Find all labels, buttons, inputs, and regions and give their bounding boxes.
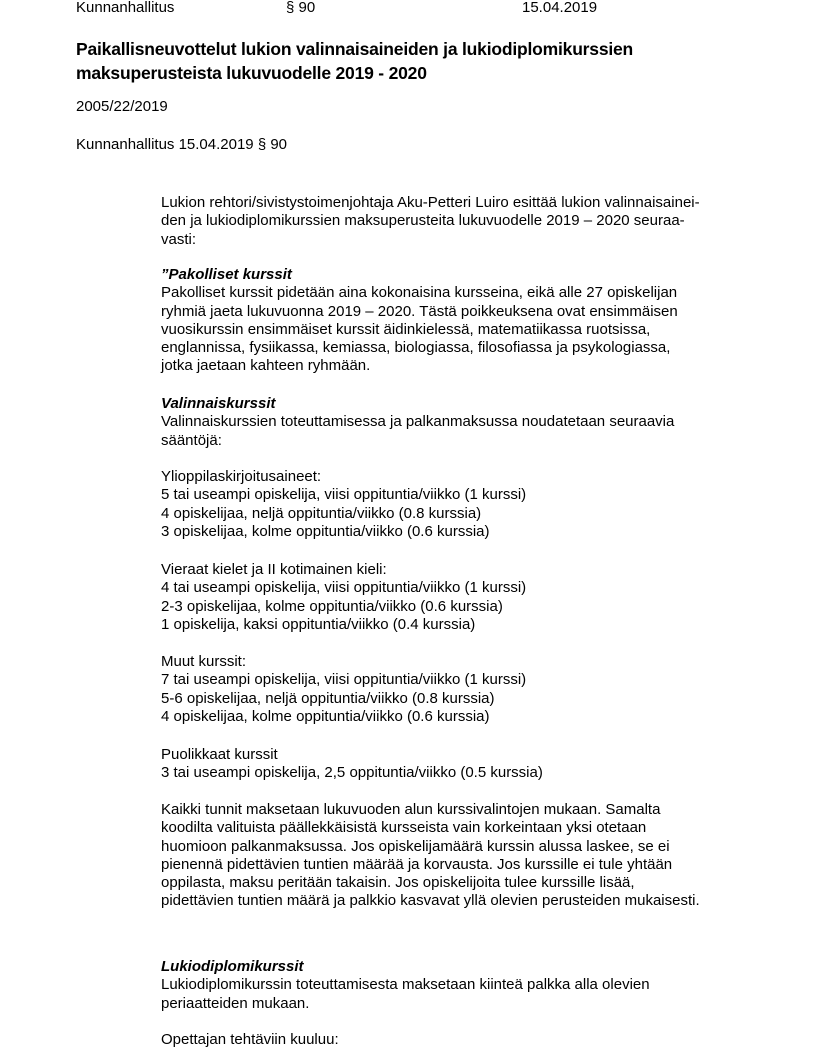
rule-item: 1 opiskelija, kaksi oppituntia/viikko (0.4 kurssia) <box>161 615 476 633</box>
text-line: pidettävien tuntien määrä ja palkkio kasvavat yllä olevien perusteiden mukaisesti. <box>161 892 700 910</box>
rule-item: 4 opiskelijaa, neljä oppituntia/viikko (0.8 kurssia) <box>161 504 482 522</box>
text-line: Valinnaiskurssien toteuttamisessa ja palkanmaksussa noudatetaan seuraavia <box>161 413 675 431</box>
text-line: vuosikurssin ensimmäiset kurssit äidinkielessä, matematiikassa ruotsissa, <box>161 320 651 338</box>
page-title <box>76 37 776 85</box>
elective-courses-section <box>161 395 751 450</box>
text-line: Lukion rehtori/sivistystoimenjohtaja Aku-Petteri Luiro esittää lukion valinnaisainei- <box>161 194 700 211</box>
diploma-courses-section <box>161 958 751 1013</box>
section-heading: Valinnaiskurssit <box>161 395 276 412</box>
text-line: periaatteiden mukaan. <box>161 994 310 1012</box>
rule-item: 4 tai useampi opiskelija, viisi oppituntia/viikko (1 kurssi) <box>161 579 527 597</box>
rule-item: 5 tai useampi opiskelija, viisi oppituntia/viikko (1 kurssi) <box>161 486 527 504</box>
text-line: pienennä pidettävien tuntien määrää ja korvausta. Jos kurssille ei tule yhtään <box>161 855 673 873</box>
text-line: englannissa, fysiikassa, kemiassa, biologiassa, filosofiassa ja psykologiassa, <box>161 339 671 357</box>
rule-item: 7 tai useampi opiskelija, viisi oppituntia/viikko (1 kurssi) <box>161 671 527 689</box>
text-line: Lukiodiplomikurssin toteuttamisesta maksetaan kiinteä palkka alla olevien <box>161 976 650 994</box>
title-line-2: maksuperusteista lukuvuodelle 2019 - 2020 <box>76 63 427 83</box>
other-course-rules <box>161 653 751 726</box>
rule-heading: Ylioppilaskirjoitusaineet: <box>161 468 322 485</box>
title-line-1: Paikallisneuvottelut lukion valinnaisaineiden ja lukiodiplomikurssien <box>76 39 634 59</box>
rule-item: 2-3 opiskelijaa, kolme oppituntia/viikko (0.6 kurssia) <box>161 597 503 615</box>
text-line: Kaikki tunnit maksetaan lukuvuoden alun kurssivalintojen mukaan. Samalta <box>161 801 661 818</box>
section-heading: ”Pakolliset kurssit <box>161 266 292 283</box>
diary-number: 2005/22/2019 <box>76 98 168 115</box>
rule-heading: Puolikkaat kurssit <box>161 746 278 763</box>
text-line: Pakolliset kurssit pidetään aina kokonaisina kursseina, eikä alle 27 opiskelijan <box>161 284 678 302</box>
rule-item: 4 opiskelijaa, kolme oppituntia/viikko (0.6 kurssia) <box>161 707 490 725</box>
text-line: ryhmiä jaeta lukuvuonna 2019 – 2020. Tästä poikkeuksena ovat ensimmäisen <box>161 302 678 320</box>
header-section: § 90 <box>286 0 316 16</box>
intro-paragraph <box>161 194 751 249</box>
teacher-duties-heading: Opettajan tehtäviin kuuluu: <box>161 1031 339 1048</box>
meeting-reference: Kunnanhallitus 15.04.2019 § 90 <box>76 136 288 153</box>
rule-heading: Muut kurssit: <box>161 653 247 670</box>
section-heading: Lukiodiplomikurssit <box>161 958 304 975</box>
text-line: den ja lukiodiplomikurssien maksuperusteita lukuvuodelle 2019 – 2020 seuraa- <box>161 212 685 230</box>
text-line: vasti: <box>161 230 197 248</box>
rule-item: 3 opiskelijaa, kolme oppituntia/viikko (0.6 kurssia) <box>161 522 490 540</box>
rule-item: 3 tai useampi opiskelija, 2,5 oppituntia/viikko (0.5 kurssia) <box>161 764 543 782</box>
header-body: Kunnanhallitus <box>76 0 175 16</box>
text-line: huomioon palkanmaksussa. Jos opiskelijamäärä kurssin alussa laskee, se ei <box>161 837 670 855</box>
language-rules <box>161 561 751 634</box>
rule-heading: Vieraat kielet ja II kotimainen kieli: <box>161 561 387 578</box>
half-course-rules <box>161 746 751 783</box>
text-line: oppilasta, maksu peritään takaisin. Jos opiskelijoita tulee kurssille lisää, <box>161 874 635 892</box>
text-line: jotka jaetaan kahteen ryhmään. <box>161 357 371 375</box>
text-line: koodilta valituista päällekkäisistä kursseista vain korkeintaan yksi otetaan <box>161 819 647 837</box>
rule-item: 5-6 opiskelijaa, neljä oppituntia/viikko (0.8 kurssia) <box>161 689 495 707</box>
text-line: sääntöjä: <box>161 431 222 449</box>
matriculation-rules <box>161 468 751 541</box>
payment-paragraph <box>161 801 751 911</box>
mandatory-courses-section <box>161 266 751 376</box>
header-date: 15.04.2019 <box>522 0 598 16</box>
